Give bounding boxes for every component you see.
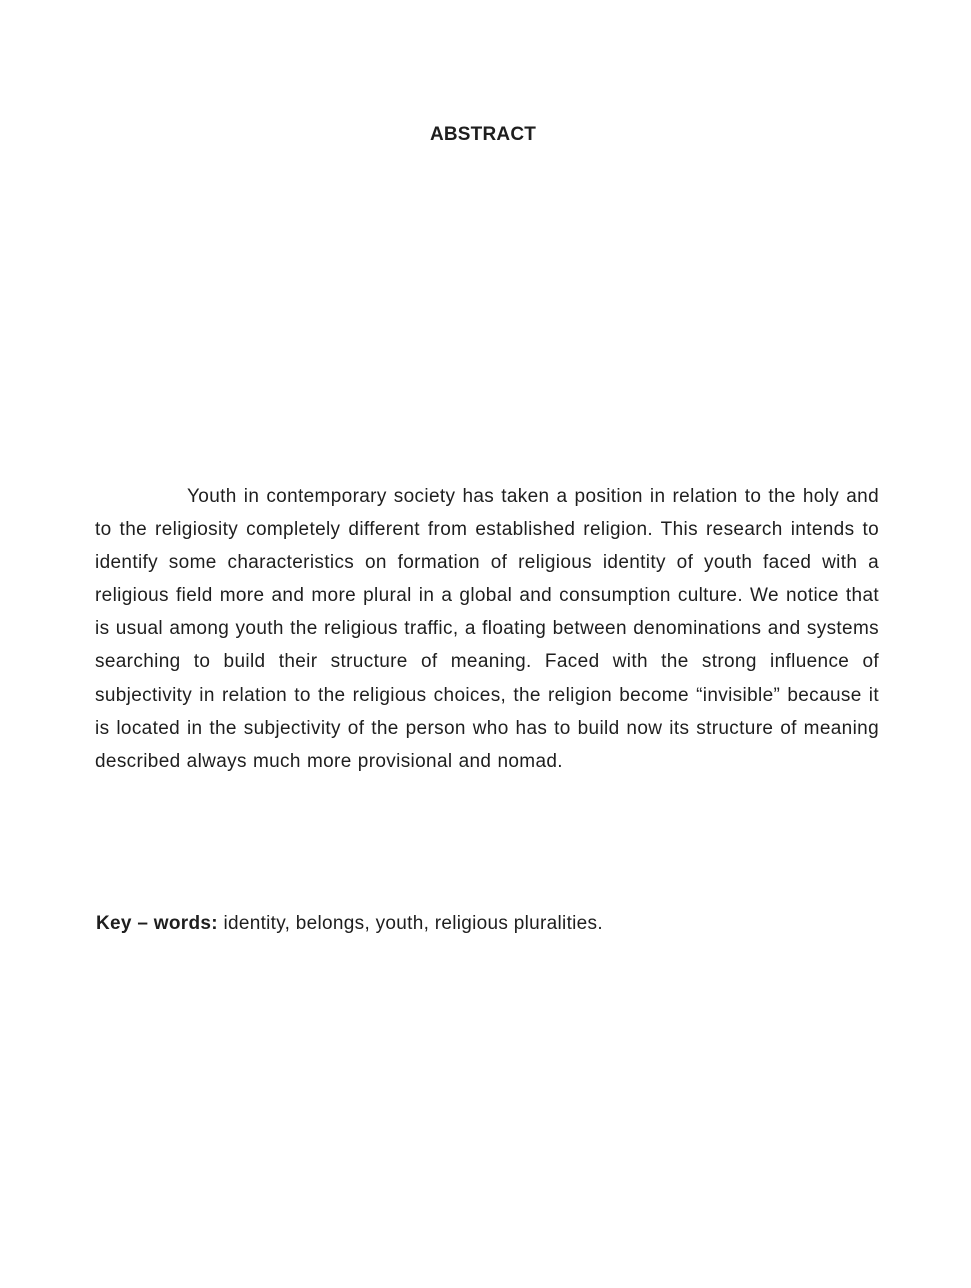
keywords-list: identity, belongs, youth, religious pluralities.	[223, 913, 603, 934]
page-title: ABSTRACT	[429, 124, 537, 145]
abstract-paragraph: Youth in contemporary society has taken a position in relation to the holy and to the religiosity completely different from established religion. This research intends to identify some characteristics on formation of religious identity of youth faced with a religious field more and more plural in a global and consumption culture. We notice that is usual among youth the religious traffic, a floating between denominations and systems searching to build their structure of meaning. Faced with the strong influence of subjectivity in relation to the religious choices, the religion become “invisible” because it is located in the subjectivity of the person who has to build now its structure of meaning described always much more provisional and nomad.	[95, 486, 879, 772]
keywords-label: Key – words:	[96, 913, 218, 934]
keywords-line	[96, 909, 896, 939]
